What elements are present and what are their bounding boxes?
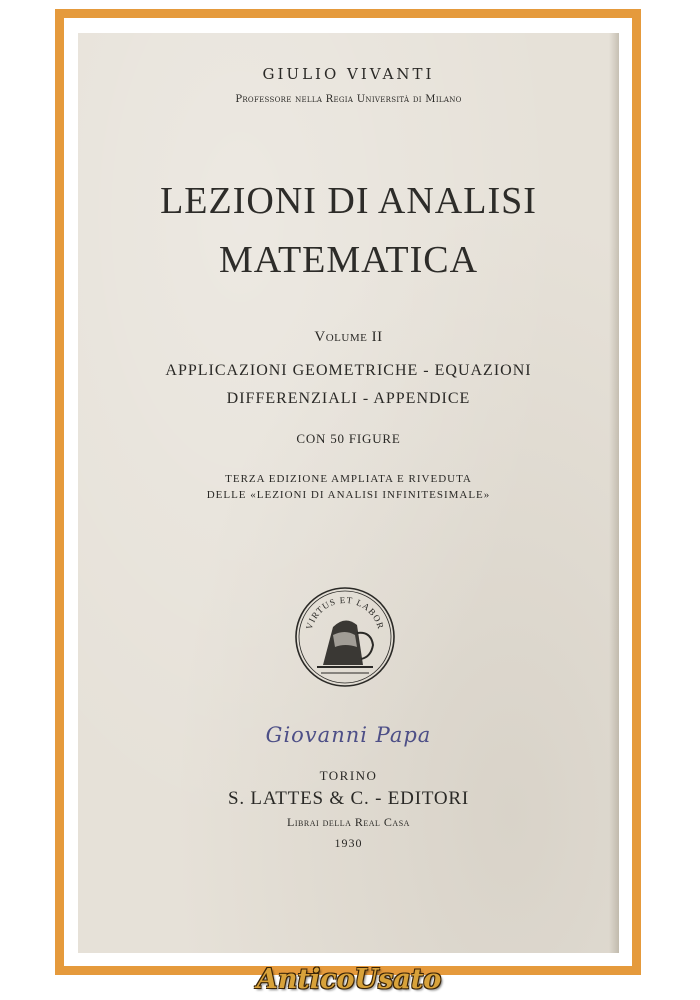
watermark-logo-text: AnticoUsato xyxy=(256,963,442,995)
figures-note: CON 50 FIGURE xyxy=(296,431,401,446)
publication-city: TORINO xyxy=(319,768,378,783)
emblem-motto: VIRTUS ET LABOR xyxy=(303,594,387,631)
publisher-name: S. LATTES & C. - EDITORI xyxy=(227,788,470,809)
publisher-emblem-icon xyxy=(293,585,397,689)
volume-label: Volume II xyxy=(314,329,383,345)
author-name: GIULIO VIVANTI xyxy=(262,65,435,83)
subtitle-line-2: DIFFERENZIALI - APPENDICE xyxy=(226,390,471,407)
publication-year: 1930 xyxy=(334,836,363,850)
title-line-2: MATEMATICA xyxy=(218,239,479,281)
title-page xyxy=(78,33,619,953)
title-line-1: LEZIONI DI ANALISI xyxy=(160,180,537,222)
edition-line-2: DELLE «LEZIONI DI ANALISI INFINITESIMALE» xyxy=(206,489,491,501)
watermark-logo xyxy=(256,960,442,998)
owner-stamp: Giovanni Papa xyxy=(265,723,432,747)
edition-line-1: TERZA EDIZIONE AMPLIATA E RIVEDUTA xyxy=(225,473,472,485)
publisher-subtitle: Librai della Real Casa xyxy=(287,815,410,829)
author-affiliation: Professore nella Regia Università di Milano xyxy=(235,94,462,105)
subtitle-line-1: APPLICAZIONI GEOMETRICHE - EQUAZIONI xyxy=(165,362,532,379)
